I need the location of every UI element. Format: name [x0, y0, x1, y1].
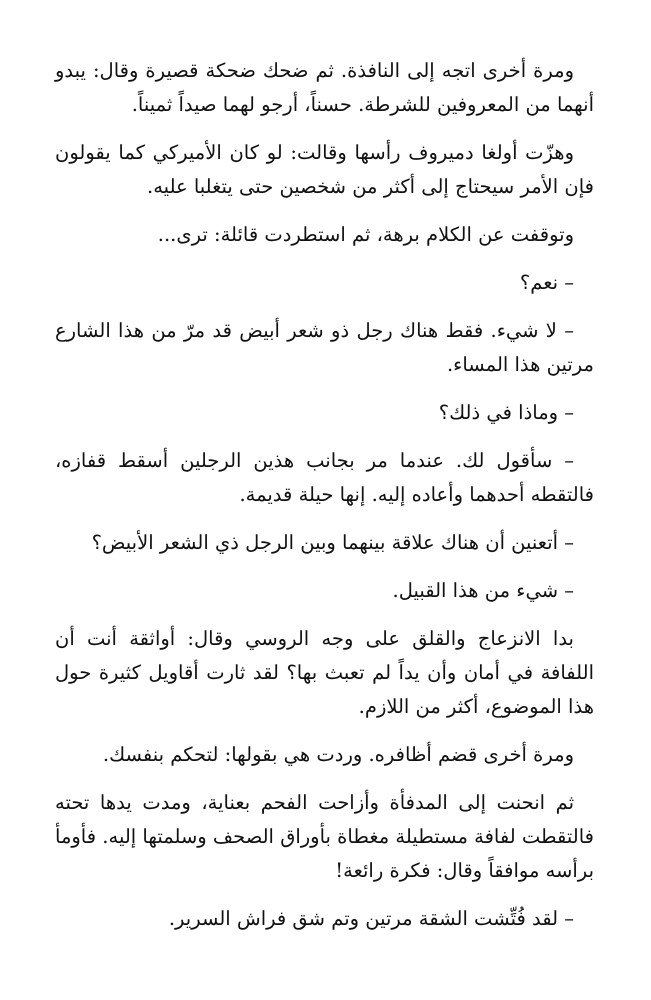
paragraph-window: ومرة أخرى اتجه إلى النافذة. ثم ضحك ضحكة قصيرة وقال: يبدو أنهما من المعروفين للشرطة. حسناً، أرجو لهما صيداً ثميناً.	[55, 59, 594, 116]
dialogue-white-haired-man: – لا شيء. فقط هناك رجل ذو شعر أبيض قد مرّ من هذا الشارع مرتين هذا المساء.	[55, 319, 594, 376]
dialogue-glove-trick: – سأقول لك. عندما مر بجانب هذين الرجلين أسقط قفازه، فالتقطه أحدهما وأعاده إليه. إنها حيلة قديمة.	[55, 449, 594, 506]
paragraph-russian-worried: بدا الانزعاج والقلق على وجه الروسي وقال: أواثقة أنت أن اللفافة في أمان وأن يداً لم تعبث بها؟ لقد ثارت أقاويل كثيرة حول هذا الموضوع، أكثر من اللازم.	[55, 627, 594, 718]
paragraph-fireplace: ثم انحنت إلى المدفأة وأزاحت الفحم بعناية، ومدت يدها تحته فالتقطت لفافة مستطيلة مغطاة بأوراق الصحف وسلمتها إليه. فأومأ برأسه موافقاً وقال: فكرة رائعة!	[55, 791, 594, 882]
paragraph-bites-nails: ومرة أخرى قضم أظافره. وردت هي بقولها: لتحكم بنفسك.	[102, 743, 574, 766]
dialogue-flat-searched: – لقد فُتِّشت الشقة مرتين وتم شق فراش السرير.	[168, 907, 574, 930]
dialogue-something-like-that: – شيء من هذا القبيل.	[392, 579, 574, 602]
dialogue-connection: – أتعنين أن هناك علاقة بينهما وبين الرجل ذي الشعر الأبيض؟	[91, 531, 574, 554]
paragraph-pause: وتوقفت عن الكلام برهة، ثم استطردت قائلة: ترى...	[157, 223, 574, 246]
book-page-text	[55, 54, 594, 950]
dialogue-so-what: – وماذا في ذلك؟	[438, 401, 574, 424]
dialogue-yes: – نعم؟	[519, 271, 574, 294]
paragraph-olga-nods: وهزّت أولغا دميروف رأسها وقالت: لو كان الأميركي كما يقولون فإن الأمر سيحتاج إلى أكثر من شخصين حتى يتغلبا عليه.	[55, 141, 594, 198]
